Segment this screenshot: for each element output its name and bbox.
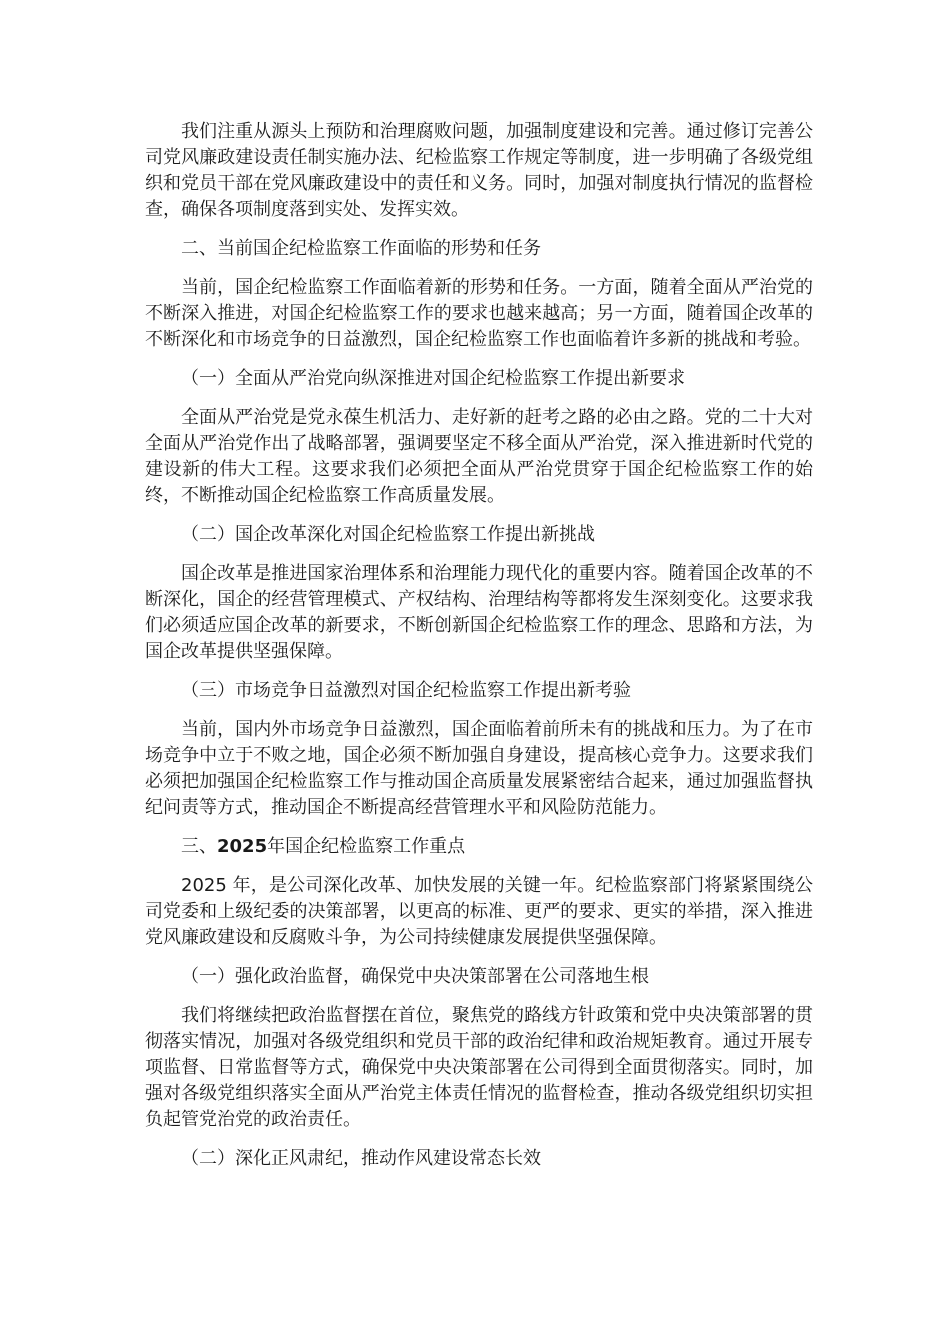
subsection-heading: （三）市场竞争日益激烈对国企纪检监察工作提出新考验 bbox=[181, 680, 631, 701]
subsection-heading: （二）深化正风肃纪，推动作风建设常态长效 bbox=[181, 1148, 541, 1169]
heading-year: 2025 bbox=[217, 836, 268, 857]
paragraph: 国企改革是推进国家治理体系和治理能力现代化的重要内容。随着国企改革的不断深化，国企的经营管理模式、产权结构、治理结构等都将发生深刻变化。这要求我们必须适应国企改革的新要求，不断创新国企纪检监察工作的理念、思路和方法，为国企改革提供坚强保障。 bbox=[145, 563, 813, 662]
paragraph: 我们将继续把政治监督摆在首位，聚焦党的路线方针政策和党中央决策部署的贯彻落实情况，加强对各级党组织和党员干部的政治纪律和政治规矩教育。通过开展专项监督、日常监督等方式，确保党中央决策部署在公司得到全面贯彻落实。同时，加强对各级党组织落实全面从严治党主体责任情况的监督检查，推动各级党组织切实担负起管党治党的政治责任。 bbox=[145, 1005, 813, 1130]
subsection-heading: （二）国企改革深化对国企纪检监察工作提出新挑战 bbox=[181, 524, 595, 545]
paragraph: 我们注重从源头上预防和治理腐败问题，加强制度建设和完善。通过修订完善公司党风廉政建设责任制实施办法、纪检监察工作规定等制度，进一步明确了各级党组织和党员干部在党风廉政建设中的责任和义务。同时，加强对制度执行情况的监督检查，确保各项制度落到实处、发挥实效。 bbox=[145, 121, 813, 220]
heading-prefix: 三、 bbox=[181, 836, 217, 857]
heading-suffix: 年国企纪检监察工作重点 bbox=[267, 836, 466, 857]
document-body bbox=[145, 119, 813, 1185]
paragraph: 当前，国内外市场竞争日益激烈，国企面临着前所未有的挑战和压力。为了在市场竞争中立于不败之地，国企必须不断加强自身建设，提高核心竞争力。这要求我们必须把加强国企纪检监察工作与推动国企高质量发展紧密结合起来，通过加强监督执纪问责等方式，推动国企不断提高经营管理水平和风险防范能力。 bbox=[145, 719, 813, 818]
paragraph: 全面从严治党是党永葆生机活力、走好新的赶考之路的必由之路。党的二十大对全面从严治党作出了战略部署，强调要坚定不移全面从严治党，深入推进新时代党的建设新的伟大工程。这要求我们必须把全面从严治党贯穿于国企纪检监察工作的始终，不断推动国企纪检监察工作高质量发展。 bbox=[145, 407, 813, 506]
section-heading: 二、当前国企纪检监察工作面临的形势和任务 bbox=[181, 238, 541, 259]
paragraph: 当前，国企纪检监察工作面临着新的形势和任务。一方面，随着全面从严治党的不断深入推进，对国企纪检监察工作的要求也越来越高；另一方面，随着国企改革的不断深化和市场竞争的日益激烈，国企纪检监察工作也面临着许多新的挑战和考验。 bbox=[145, 277, 813, 350]
paragraph: 2025 年，是公司深化改革、加快发展的关键一年。纪检监察部门将紧紧围绕公司党委和上级纪委的决策部署，以更高的标准、更严的要求、更实的举措，深入推进党风廉政建设和反腐败斗争，为公司持续健康发展提供坚强保障。 bbox=[145, 875, 813, 948]
subsection-heading: （一）全面从严治党向纵深推进对国企纪检监察工作提出新要求 bbox=[181, 368, 685, 389]
subsection-heading: （一）强化政治监督，确保党中央决策部署在公司落地生根 bbox=[181, 966, 649, 987]
section-heading bbox=[145, 834, 813, 860]
